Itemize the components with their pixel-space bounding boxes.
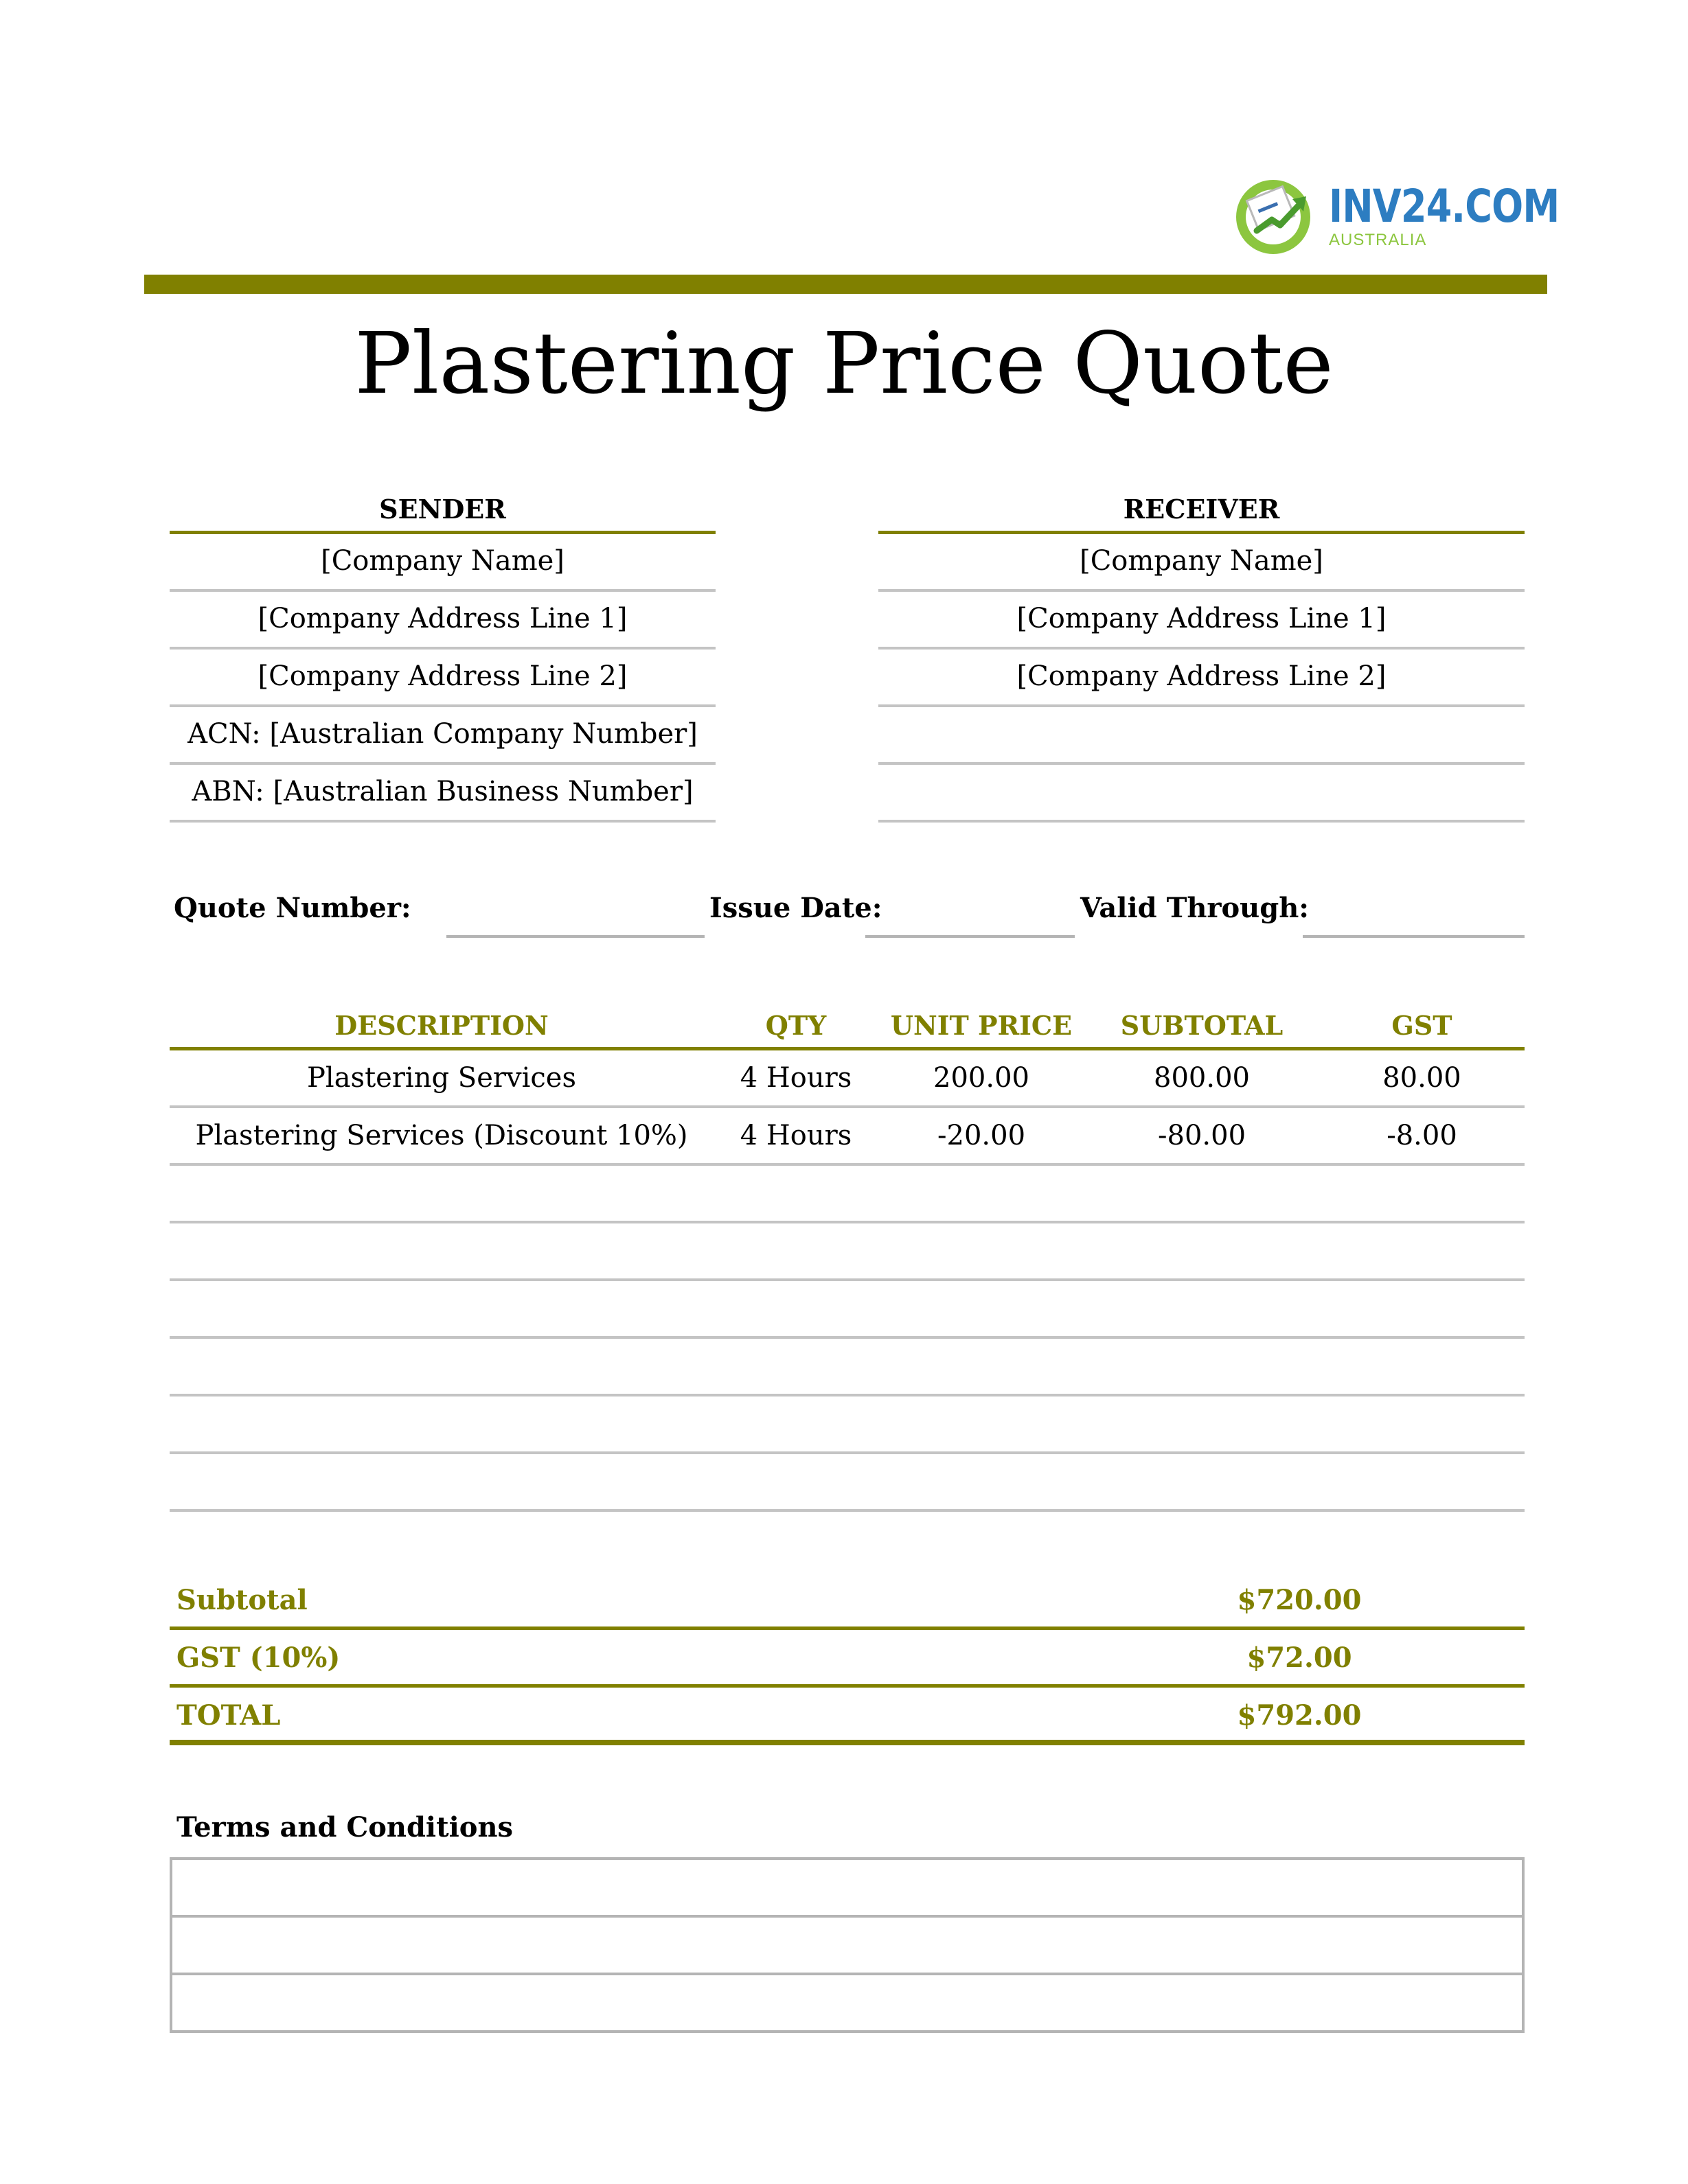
receiver-heading: RECEIVER [878, 485, 1525, 534]
table-row [170, 1050, 1525, 1108]
sender-company-name[interactable]: [Company Name] [170, 534, 716, 592]
item-qty[interactable] [714, 1396, 878, 1451]
item-subtotal[interactable] [1084, 1396, 1319, 1451]
total-value: $792.00 [1237, 1699, 1362, 1732]
header-divider-bar [144, 275, 1547, 294]
item-description[interactable] [170, 1223, 714, 1278]
terms-line[interactable] [172, 1975, 1522, 2030]
item-description[interactable]: Plastering Services (Discount 10%) [195, 1120, 688, 1151]
total-row [170, 1688, 1525, 1745]
col-header-qty: QTY [765, 1010, 827, 1041]
item-gst[interactable] [1319, 1281, 1525, 1336]
item-unit-price[interactable]: -20.00 [937, 1120, 1026, 1151]
item-qty[interactable]: 4 Hours [740, 1062, 852, 1094]
receiver-extra-line-1[interactable] [878, 707, 1525, 765]
item-subtotal[interactable] [1084, 1166, 1319, 1221]
item-qty[interactable] [714, 1223, 878, 1278]
item-subtotal[interactable] [1084, 1339, 1319, 1394]
item-unit-price[interactable] [878, 1281, 1084, 1336]
items-table [170, 1001, 1525, 1512]
table-row [170, 1339, 1525, 1396]
item-description[interactable]: Plastering Services [306, 1062, 576, 1094]
table-row [170, 1108, 1525, 1166]
item-unit-price[interactable] [878, 1166, 1084, 1221]
item-description[interactable] [170, 1396, 714, 1451]
sender-address-line-2[interactable]: [Company Address Line 2] [170, 650, 716, 707]
subtotal-row [170, 1572, 1525, 1630]
document-title: Plastering Price Quote [354, 314, 1334, 413]
item-description[interactable] [170, 1281, 714, 1336]
quote-number-field[interactable] [446, 935, 705, 938]
col-header-unit-price: UNIT PRICE [890, 1010, 1073, 1041]
sender-block [170, 485, 716, 823]
item-gst[interactable]: -8.00 [1387, 1120, 1457, 1151]
item-qty[interactable] [714, 1339, 878, 1394]
table-row [170, 1281, 1525, 1339]
table-row [170, 1454, 1525, 1512]
sender-abn[interactable]: ABN: [Australian Business Number] [170, 765, 716, 823]
receiver-company-name[interactable]: [Company Name] [878, 534, 1525, 592]
item-unit-price[interactable] [878, 1223, 1084, 1278]
col-header-description: DESCRIPTION [334, 1010, 549, 1041]
item-subtotal[interactable] [1084, 1281, 1319, 1336]
item-qty[interactable] [714, 1454, 878, 1509]
item-qty[interactable] [714, 1281, 878, 1336]
item-subtotal[interactable]: 800.00 [1154, 1062, 1250, 1094]
terms-heading: Terms and Conditions [176, 1811, 514, 1843]
item-unit-price[interactable] [878, 1339, 1084, 1394]
terms-box [170, 1857, 1525, 2033]
col-header-subtotal: SUBTOTAL [1120, 1010, 1284, 1041]
totals-block [170, 1572, 1525, 1745]
item-description[interactable] [170, 1454, 714, 1509]
item-unit-price[interactable]: 200.00 [933, 1062, 1029, 1094]
item-gst[interactable] [1319, 1223, 1525, 1278]
issue-date-label: Issue Date: [709, 892, 882, 924]
terms-line[interactable] [172, 1918, 1522, 1975]
item-subtotal[interactable] [1084, 1454, 1319, 1509]
valid-through-label: Valid Through: [1080, 892, 1310, 924]
receiver-extra-line-2[interactable] [878, 765, 1525, 823]
item-gst[interactable] [1319, 1339, 1525, 1394]
subtotal-label: Subtotal [176, 1584, 308, 1616]
item-qty[interactable]: 4 Hours [740, 1120, 852, 1151]
table-row [170, 1396, 1525, 1454]
logo-name: INV24.COM [1329, 180, 1560, 233]
item-gst[interactable] [1319, 1454, 1525, 1509]
logo-emblem-icon [1229, 172, 1325, 261]
receiver-address-line-2[interactable]: [Company Address Line 2] [878, 650, 1525, 707]
items-table-header [170, 1001, 1525, 1050]
item-description[interactable] [170, 1339, 714, 1394]
item-qty[interactable] [714, 1166, 878, 1221]
receiver-block [878, 485, 1525, 823]
logo-subtitle: AUSTRALIA [1329, 231, 1427, 249]
gst-label: GST (10%) [176, 1642, 341, 1674]
item-gst[interactable] [1319, 1396, 1525, 1451]
item-gst[interactable] [1319, 1166, 1525, 1221]
sender-acn[interactable]: ACN: [Australian Company Number] [170, 707, 716, 765]
item-subtotal[interactable]: -80.00 [1157, 1120, 1246, 1151]
sender-heading: SENDER [170, 485, 716, 534]
subtotal-value: $720.00 [1237, 1584, 1362, 1616]
item-subtotal[interactable] [1084, 1223, 1319, 1278]
terms-line[interactable] [172, 1860, 1522, 1918]
item-gst[interactable]: 80.00 [1382, 1062, 1461, 1094]
col-header-gst: GST [1391, 1010, 1452, 1041]
sender-address-line-1[interactable]: [Company Address Line 1] [170, 592, 716, 650]
table-row [170, 1223, 1525, 1281]
valid-through-field[interactable] [1303, 935, 1525, 938]
gst-row [170, 1630, 1525, 1688]
item-description[interactable] [170, 1166, 714, 1221]
item-unit-price[interactable] [878, 1396, 1084, 1451]
total-label: TOTAL [176, 1699, 281, 1732]
gst-value: $72.00 [1246, 1642, 1352, 1674]
quote-number-label: Quote Number: [174, 892, 411, 924]
issue-date-field[interactable] [865, 935, 1075, 938]
receiver-address-line-1[interactable]: [Company Address Line 1] [878, 592, 1525, 650]
table-row [170, 1166, 1525, 1223]
item-unit-price[interactable] [878, 1454, 1084, 1509]
